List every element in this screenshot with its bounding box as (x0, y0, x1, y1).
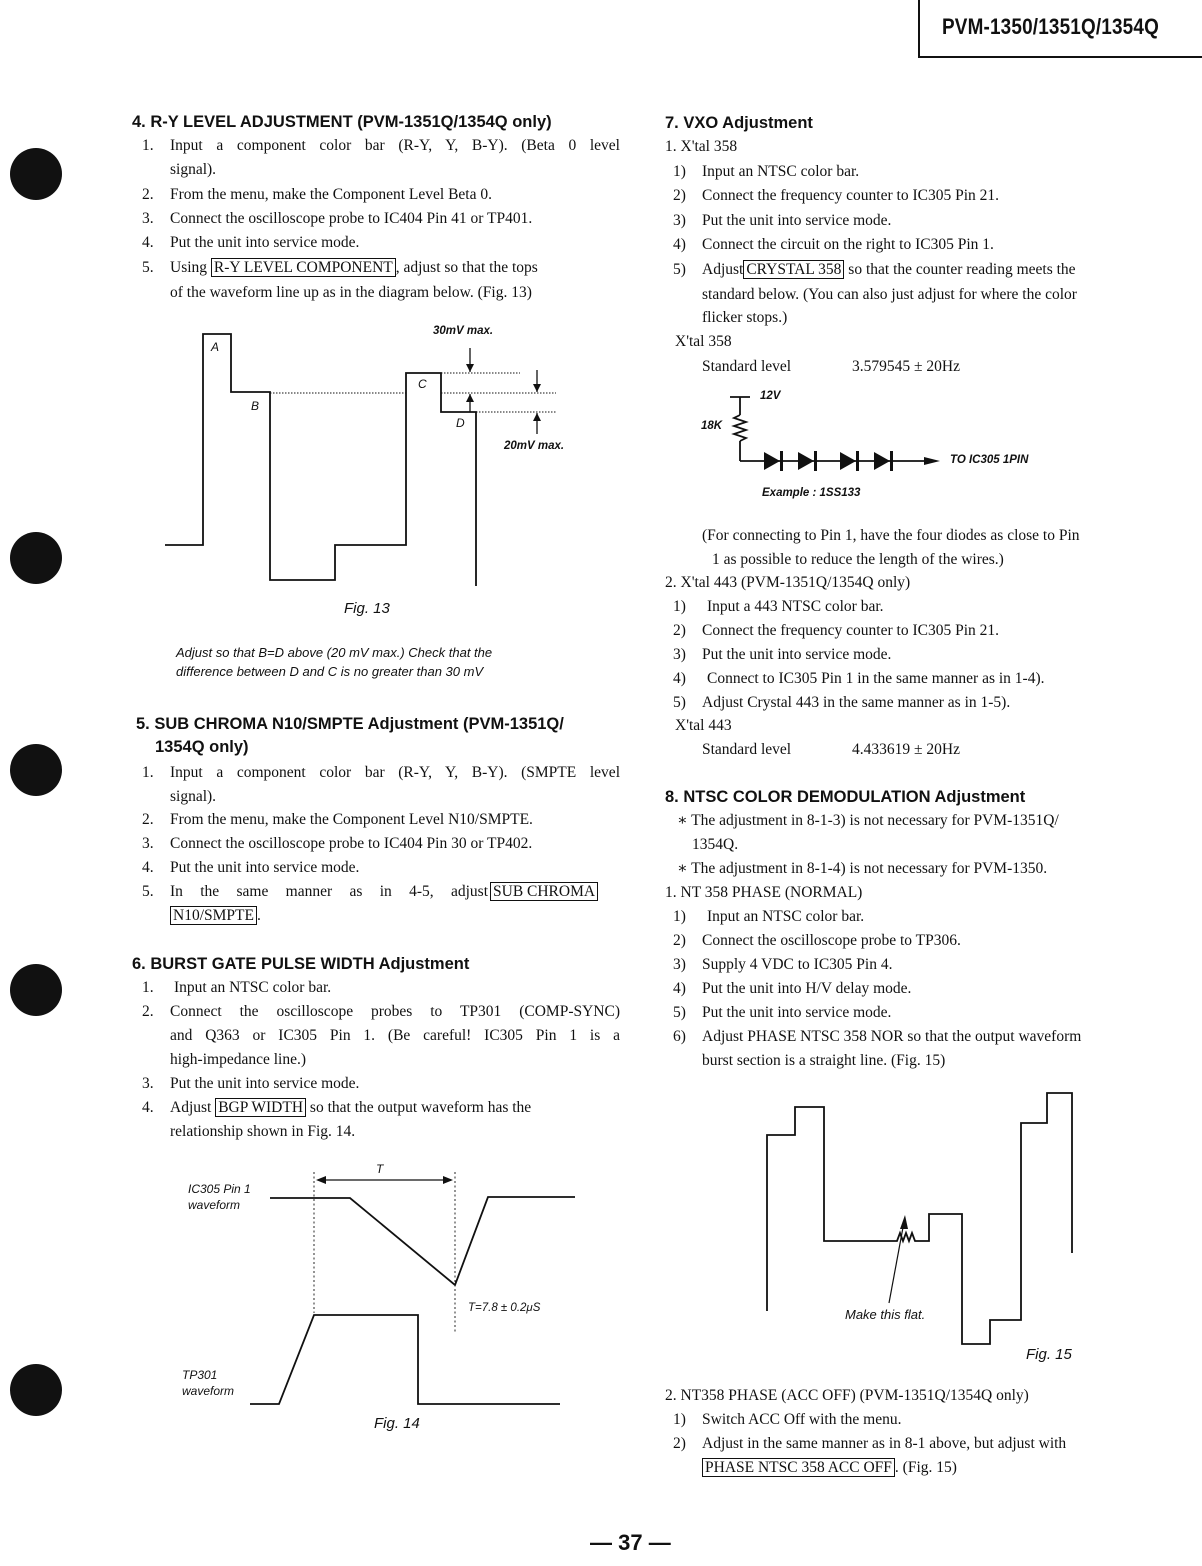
sec7-note-line2: 1 as possible to reduce the length of the wires.) (712, 551, 1004, 568)
step-number: 1) (673, 598, 686, 615)
step-number: 2) (673, 1435, 686, 1452)
fig14-caption: Fig. 14 (374, 1415, 420, 1432)
sec8-part1-heading: 1. NT 358 PHASE (NORMAL) (665, 884, 863, 901)
fig15-label-flat: Make this flat. (845, 1307, 926, 1322)
sec4-step3: Connect the oscilloscope probe to IC404 Pin 41 or TP401. (170, 210, 533, 227)
sec5-step4: Put the unit into service mode. (170, 859, 360, 876)
sec8-note2: ∗ The adjustment in 8-1-4) is not necessary for PVM-1350. (677, 860, 1048, 877)
sec8-step5: Put the unit into service mode. (702, 1004, 892, 1021)
step-number: 4. (142, 234, 154, 251)
step-number: 1. (142, 979, 154, 996)
sec7-xtal358-heading: 1. X'tal 358 (665, 138, 738, 155)
sec5-step5: In the same manner as in 4-5, adjust (170, 883, 488, 900)
sec7-xtal358-label: X'tal 358 (675, 333, 732, 350)
sec4-step1: Input a component color bar (R-Y, Y, B-Y). (Beta 0 level (170, 137, 620, 154)
fig13-note-line1: Adjust so that B=D above (20 mV max.) Check that the (176, 645, 493, 660)
step-number: 2) (673, 187, 686, 204)
sec8-step2: Connect the oscilloscope probe to TP306. (702, 932, 961, 949)
sec7-step1: Input an NTSC color bar. (702, 163, 860, 180)
step-number: 3) (673, 212, 686, 229)
sec6-step1: Input an NTSC color bar. (174, 979, 332, 996)
sec8-step1: Input an NTSC color bar. (707, 908, 865, 925)
sec4-step1-cont: signal). (170, 161, 217, 178)
fig14-label-t: T (376, 1162, 384, 1176)
sec7-443-step3: Put the unit into service mode. (702, 646, 892, 663)
control-name-box: CRYSTAL 358 (743, 260, 844, 279)
circuit-label-to-ic305: TO IC305 1PIN (950, 454, 1029, 466)
fig14-label-tvalue: T=7.8 ± 0.2μS (468, 1302, 541, 1314)
sec4-step5-cont: of the waveform line up as in the diagram below. (Fig. 13) (170, 284, 532, 301)
fig13-label-c: C (418, 377, 427, 391)
sec8-part2-step2-end: . (Fig. 15) (894, 1459, 957, 1476)
step-number: 3. (142, 1075, 154, 1092)
sec5-step1: Input a component color bar (R-Y, Y, B-Y). (SMPTE level (170, 764, 620, 781)
step-number: 3) (673, 956, 686, 973)
section-6-title: 6. BURST GATE PULSE WIDTH Adjustment (132, 955, 470, 973)
sec7-step5-cont2: flicker stops.) (702, 309, 788, 326)
sec4-step4: Put the unit into service mode. (170, 234, 360, 251)
sec7-std358-label: Standard level (702, 358, 792, 375)
step-number: 4) (673, 670, 686, 687)
fig13-label-a: A (211, 340, 220, 354)
section-7-title: 7. VXO Adjustment (665, 114, 813, 132)
step-number: 5. (142, 259, 154, 276)
sec8-note1-cont: 1354Q. (692, 836, 739, 853)
sec7-std358-value: 3.579545 ± 20Hz (852, 358, 960, 375)
section-5-title-cont: 1354Q only) (155, 738, 249, 756)
step-number: 2. (142, 811, 154, 828)
section-5-title: 5. SUB CHROMA N10/SMPTE Adjustment (PVM-1351Q/ (136, 715, 564, 733)
step-number: 1) (673, 1411, 686, 1428)
section-8-title: 8. NTSC COLOR DEMODULATION Adjustment (665, 788, 1026, 806)
step-number: 3. (142, 835, 154, 852)
step-number: 1) (673, 163, 686, 180)
sec7-443-step4: Connect to IC305 Pin 1 in the same manner as in 1-4). (707, 670, 1045, 687)
sec7-443-step2: Connect the frequency counter to IC305 Pin 21. (702, 622, 1000, 639)
sec7-step2: Connect the frequency counter to IC305 Pin 21. (702, 187, 1000, 204)
sec6-step3: Put the unit into service mode. (170, 1075, 360, 1092)
control-name-box: PHASE NTSC 358 ACC OFF (702, 1458, 895, 1477)
sec8-step3: Supply 4 VDC to IC305 Pin 4. (702, 956, 893, 973)
step-number: 5. (142, 883, 154, 900)
circuit-label-12v: 12V (760, 390, 781, 402)
fig13-label-b: B (251, 399, 260, 413)
sec6-step2-cont2: high-impedance line.) (170, 1051, 307, 1068)
sec6-step2-cont: and Q363 or IC305 Pin 1. (Be careful! IC305 Pin 1 is a (170, 1027, 620, 1044)
sec7-step4: Connect the circuit on the right to IC305 Pin 1. (702, 236, 994, 253)
sec7-xtal443-label: X'tal 443 (675, 717, 732, 734)
control-name-box: SUB CHROMA (490, 882, 598, 901)
step-number: 2. (142, 1003, 154, 1020)
model-number: PVM-1350/1351Q/1354Q (942, 14, 1159, 39)
step-number: 2) (673, 622, 686, 639)
fig13-label-d: D (456, 416, 465, 430)
sec8-part2-step1: Switch ACC Off with the menu. (702, 1411, 902, 1428)
step-number: 2) (673, 932, 686, 949)
step-number: 1. (142, 764, 154, 781)
sec7-443-step1: Input a 443 NTSC color bar. (707, 598, 884, 615)
step-number: 5) (673, 1004, 686, 1021)
sec8-part2-heading: 2. NT358 PHASE (ACC OFF) (PVM-1351Q/1354Q only) (665, 1387, 1029, 1404)
sec5-step1-cont: signal). (170, 788, 217, 805)
step-number: 6) (673, 1028, 686, 1045)
sec5-step3: Connect the oscilloscope probe to IC404 Pin 30 or TP402. (170, 835, 533, 852)
sec4-step5-pre: Using (170, 259, 208, 276)
step-number: 2. (142, 186, 154, 203)
circuit-label-example: Example : 1SS133 (762, 487, 861, 499)
sec8-part2-step2-cont (702, 1456, 957, 1480)
control-name-box: BGP WIDTH (215, 1098, 306, 1117)
sec4-step2: From the menu, make the Component Level Beta 0. (170, 186, 492, 203)
step-number: 5) (673, 261, 686, 278)
step-number: 3) (673, 646, 686, 663)
sec8-step6-cont: burst section is a straight line. (Fig. 15) (702, 1052, 946, 1069)
sec7-note-line1: (For connecting to Pin 1, have the four diodes as close to Pin (702, 527, 1080, 544)
step-number: 1. (142, 137, 154, 154)
fig14-label-ic305: IC305 Pin 1 (188, 1182, 251, 1196)
sec5-step5-end: . (256, 907, 261, 924)
sec4-step5-post: , adjust so that the tops (395, 259, 538, 276)
step-number: 4. (142, 859, 154, 876)
step-number: 4) (673, 980, 686, 997)
sec8-step6: Adjust PHASE NTSC 358 NOR so that the output waveform (702, 1028, 1082, 1045)
step-number: 1) (673, 908, 686, 925)
fig14-label-tp301: TP301 (182, 1368, 218, 1382)
control-name-box: R-Y LEVEL COMPONENT (211, 258, 396, 277)
step-number: 4) (673, 236, 686, 253)
sec7-std443-value: 4.433619 ± 20Hz (852, 741, 960, 758)
sec7-step5-post: so that the counter reading meets the (848, 261, 1076, 278)
fig13-label-20mv: 20mV max. (504, 440, 565, 452)
sec6-step4-post: so that the output waveform has the (309, 1099, 532, 1116)
fig13-label-30mv: 30mV max. (433, 325, 494, 337)
fig13-note-line2: difference between D and C is no greater than 30 mV (176, 664, 484, 679)
sec6-step4-cont: relationship shown in Fig. 14. (170, 1123, 356, 1140)
page-number: — 37 — (590, 1530, 671, 1555)
sec7-step5-cont: standard below. (You can also just adjust for where the color (702, 286, 1077, 303)
sec7-step5-pre: Adjust (702, 261, 744, 278)
sec7-443-step5: Adjust Crystal 443 in the same manner as in 1-5). (702, 694, 1011, 711)
fig15-caption: Fig. 15 (1026, 1346, 1072, 1363)
sec7-xtal443-heading: 2. X'tal 443 (PVM-1351Q/1354Q only) (665, 574, 911, 591)
fig14-label-ic305-waveform: waveform (188, 1198, 241, 1212)
step-number: 5) (673, 694, 686, 711)
sec6-step4-pre: Adjust (170, 1099, 212, 1116)
fig14-label-tp301-waveform: waveform (182, 1384, 235, 1398)
step-number: 4. (142, 1099, 154, 1116)
sec6-step2: Connect the oscilloscope probes to TP301 (COMP-SYNC) (170, 1003, 620, 1020)
sec7-std443-label: Standard level (702, 741, 792, 758)
sec8-part2-step2: Adjust in the same manner as in 8-1 above, but adjust with (702, 1435, 1067, 1452)
sec5-step2: From the menu, make the Component Level N10/SMPTE. (170, 811, 533, 828)
fig13-caption: Fig. 13 (344, 600, 390, 617)
sec7-step3: Put the unit into service mode. (702, 212, 892, 229)
section-4-title: 4. R-Y LEVEL ADJUSTMENT (PVM-1351Q/1354Q only) (132, 113, 552, 131)
control-name-box: N10/SMPTE (170, 906, 257, 925)
circuit-label-18k: 18K (701, 420, 723, 432)
sec8-step4: Put the unit into H/V delay mode. (702, 980, 912, 997)
step-number: 3. (142, 210, 154, 227)
sec8-note1: ∗ The adjustment in 8-1-3) is not necessary for PVM-1351Q/ (677, 812, 1059, 829)
